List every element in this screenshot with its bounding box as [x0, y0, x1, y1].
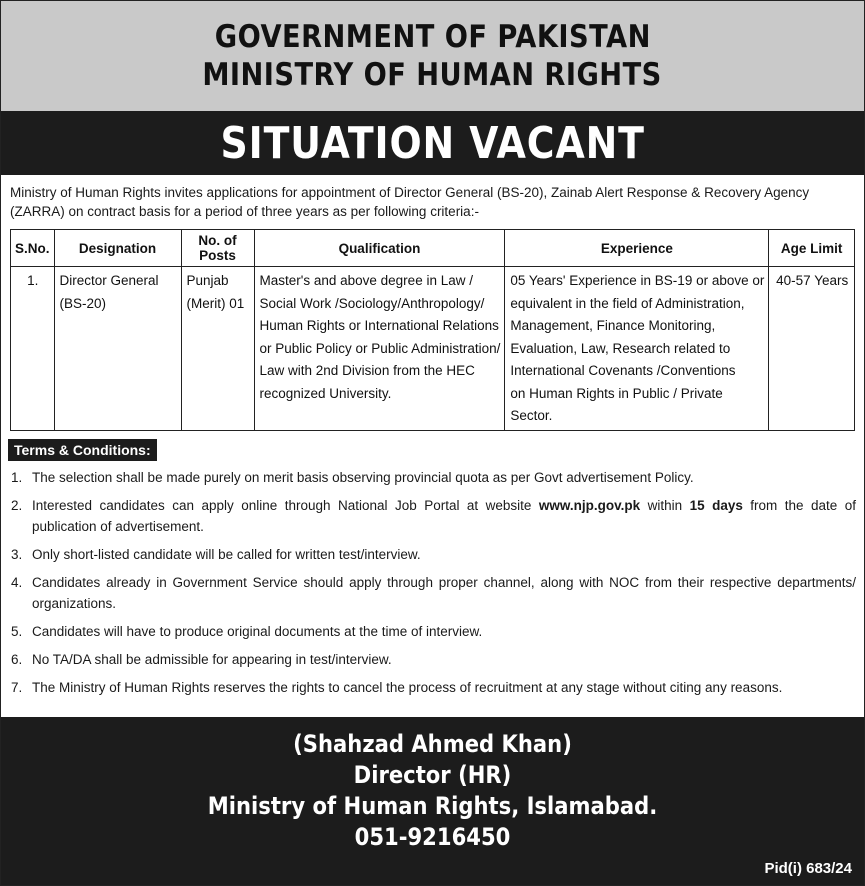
- posts-line: Punjab: [186, 273, 229, 288]
- qualification-line: Master's and above degree in Law /: [259, 273, 473, 288]
- terms-heading: Terms & Conditions:: [8, 439, 157, 461]
- cell-experience: [505, 267, 769, 431]
- col-qualification: Qualification: [254, 230, 505, 267]
- government-title: GOVERNMENT OF PAKISTAN: [214, 19, 651, 55]
- experience-line: Evaluation, Law, Research related to: [510, 340, 731, 356]
- designation-line: Director General: [59, 273, 159, 288]
- experience-line: Management, Finance Monitoring,: [510, 318, 716, 333]
- banner-title: SITUATION VACANT: [220, 117, 645, 169]
- experience-line: Sector.: [510, 408, 553, 423]
- list-item: [1, 677, 864, 698]
- signatory-title: Director (HR): [353, 761, 512, 789]
- list-item: [1, 649, 864, 670]
- col-posts-line1: No. of: [198, 233, 237, 248]
- term-text-part: within: [640, 497, 690, 513]
- qualification-line: Human Rights or International Relations: [259, 318, 499, 333]
- experience-line: equivalent in the field of Administration,: [510, 295, 745, 311]
- cell-age-limit: 40-57 Years: [769, 267, 855, 431]
- experience-line: on Human Rights in Public / Private: [510, 385, 723, 401]
- term-number: 1.: [11, 469, 23, 485]
- cell-sno: 1.: [11, 267, 55, 431]
- contact-phone: 051-9216450: [354, 823, 511, 851]
- term-text: No TA/DA shall be admissible for appearing in test/interview.: [32, 651, 392, 667]
- cell-designation: [54, 267, 181, 431]
- designation-grade: (BS-20): [59, 295, 107, 311]
- col-posts-line2: Posts: [199, 248, 236, 263]
- term-number: 5.: [11, 623, 23, 639]
- term-number: 6.: [11, 651, 23, 667]
- col-sno: S.No.: [11, 230, 55, 267]
- intro-paragraph: Ministry of Human Rights invites applications for appointment of Director General (BS-20), Zainab Alert Response & Recovery Agency (ZARRA) on contract basis for a period of three years as per following criteria:-: [10, 185, 810, 219]
- header-block: [1, 1, 864, 111]
- list-item: [1, 495, 864, 537]
- term-number: 3.: [11, 546, 23, 562]
- term-text: Candidates already in Government Service should apply through proper channel, along with NOC from their respective departments/ organizations.: [32, 574, 856, 611]
- signature-footer: [1, 717, 864, 885]
- signatory-name: (Shahzad Ahmed Khan): [293, 730, 572, 758]
- col-age-limit: Age Limit: [769, 230, 855, 267]
- pid-number: Pid(i) 683/24: [764, 860, 852, 877]
- terms-list: [1, 467, 864, 698]
- term-text: Candidates will have to produce original documents at the time of interview.: [32, 623, 483, 639]
- signature-block: [1, 717, 864, 853]
- signatory-office: Ministry of Human Rights, Islamabad.: [207, 792, 658, 820]
- term-text-part: Interested candidates can apply online through National Job Portal at website: [32, 497, 539, 513]
- table-row: [11, 267, 855, 431]
- term-number: 2.: [11, 497, 23, 513]
- cell-posts: [181, 267, 254, 431]
- experience-line: International Covenants /Conventions: [510, 363, 736, 378]
- term-text-part: from the date of publication of advertisement.: [32, 497, 856, 534]
- term-text: [32, 495, 856, 537]
- term-text: The Ministry of Human Rights reserves the rights to cancel the process of recruitment at any stage without citing any reasons.: [32, 679, 783, 695]
- situation-vacant-banner: [1, 111, 864, 175]
- qualification-line: Law with 2nd Division from the HEC: [259, 363, 475, 378]
- term-number: 4.: [11, 574, 23, 590]
- term-text: The selection shall be made purely on merit basis observing provincial quota as per Govt advertisement Policy.: [32, 469, 694, 485]
- col-designation: Designation: [54, 230, 181, 267]
- ministry-title: MINISTRY OF HUMAN RIGHTS: [202, 57, 663, 93]
- list-item: [1, 467, 864, 488]
- list-item: [1, 621, 864, 642]
- criteria-table: [10, 229, 855, 431]
- col-experience: Experience: [505, 230, 769, 267]
- term-number: 7.: [11, 679, 23, 695]
- table-header-row: [11, 230, 855, 267]
- posts-count: (Merit) 01: [186, 295, 245, 311]
- deadline-days: 15 days: [689, 497, 743, 513]
- qualification-line: Social Work /Sociology/Anthropology/: [259, 295, 485, 311]
- list-item: [1, 572, 864, 614]
- qualification-line: recognized University.: [259, 385, 392, 401]
- list-item: [1, 544, 864, 565]
- experience-line: 05 Years' Experience in BS-19 or above or: [510, 273, 765, 288]
- website-link[interactable]: www.njp.gov.pk: [538, 497, 641, 513]
- col-posts: [181, 230, 254, 267]
- qualification-line: or Public Policy or Public Administration/: [259, 340, 501, 356]
- cell-qualification: [254, 267, 505, 431]
- term-text: Only short-listed candidate will be called for written test/interview.: [32, 546, 421, 562]
